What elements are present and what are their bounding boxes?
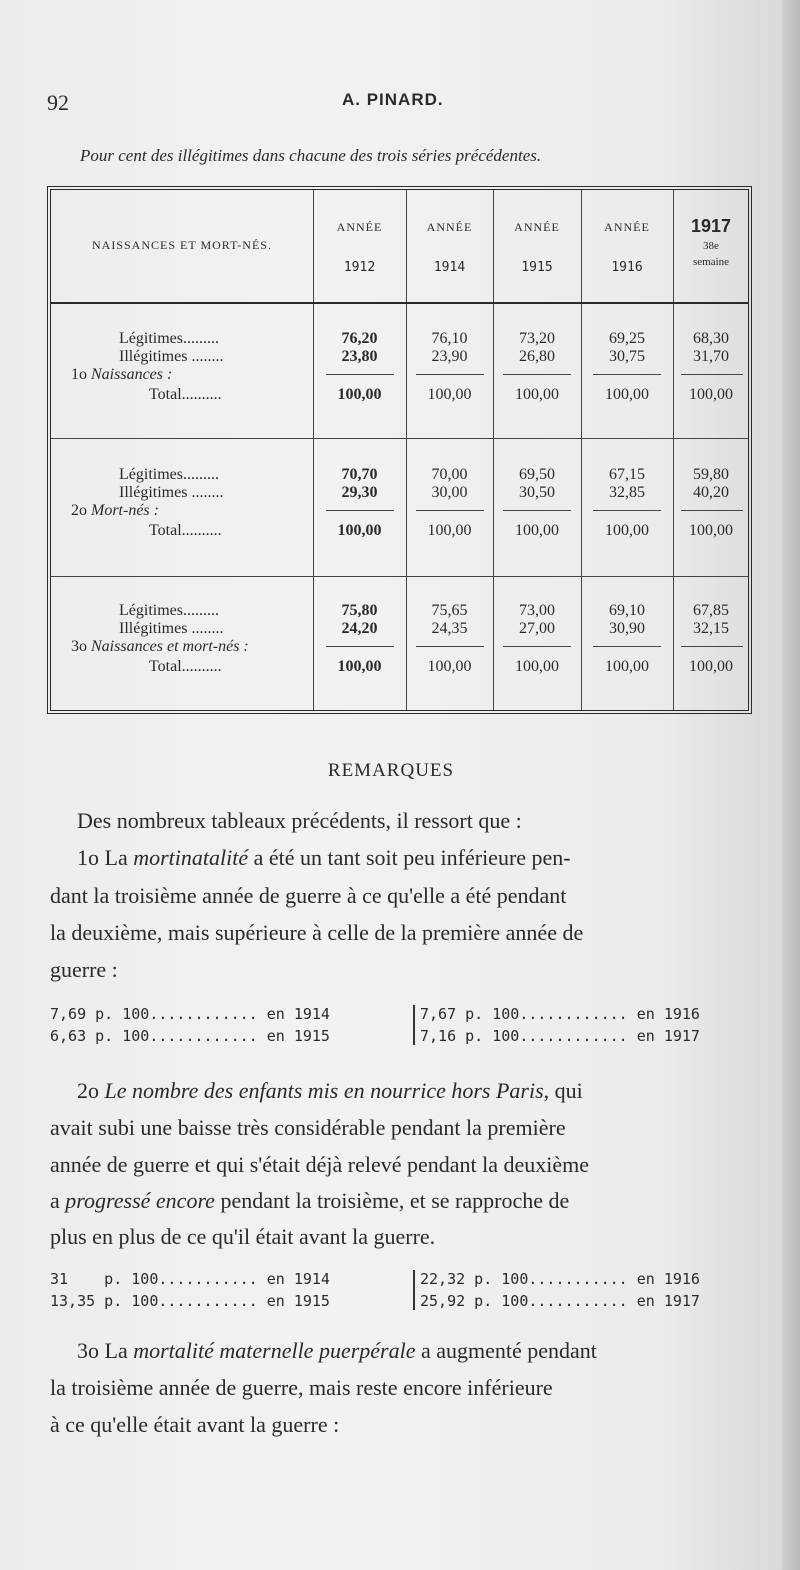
table-cell: 30,00: [431, 484, 468, 501]
sum-rule: [503, 646, 571, 647]
paragraph-line: 1o La mortinatalité a été un tant soit peu inférieure pen-: [77, 845, 571, 870]
paragraph-line: guerre :: [50, 957, 118, 982]
table-cell: 100,00: [515, 658, 559, 675]
year-header: 1914: [433, 260, 466, 275]
sum-rule: [681, 374, 743, 375]
table-cell: 67,15: [609, 466, 645, 483]
section-rule: [51, 576, 748, 577]
paragraph-line: année de guerre et qui s'était déjà relevé pendant la deuxième: [50, 1152, 590, 1177]
paragraph-line: avait subi une baisse très considérable pendant la première: [50, 1115, 566, 1140]
page-edge: [782, 0, 800, 1570]
table-cell: 100,00: [427, 386, 472, 403]
table-cell: 70,00: [431, 466, 468, 483]
table-cell: 100,00: [689, 522, 733, 539]
remarks-title: REMARQUES: [327, 760, 455, 781]
table-cell: 76,10: [431, 330, 468, 347]
table-caption: Pour cent des illégitimes dans chacune des trois séries précédentes.: [80, 146, 542, 165]
paragraph-line: la deuxième, mais supérieure à celle de la première année de: [50, 920, 584, 945]
table-cell: 26,80: [519, 348, 555, 365]
page-number: 92: [47, 90, 69, 115]
week-label: semaine: [692, 256, 730, 268]
table-cell: 32,15: [693, 620, 729, 637]
row-label: Total..........: [149, 522, 222, 539]
table-cell: 100,00: [689, 386, 733, 403]
table-cell: 24,35: [431, 620, 468, 637]
sum-rule: [326, 646, 394, 647]
table-cell: 30,90: [609, 620, 645, 637]
stat-separator: [413, 1005, 415, 1045]
table-cell: 68,30: [693, 330, 729, 347]
table-cell: 59,80: [693, 466, 729, 483]
table-cell: 29,30: [341, 484, 378, 501]
year-header: 1915: [521, 260, 553, 275]
table-cell: 100,00: [427, 658, 472, 675]
table-cell: 100,00: [605, 386, 649, 403]
sum-rule: [593, 510, 661, 511]
sum-rule: [681, 646, 743, 647]
paragraph-line: dant la troisième année de guerre à ce qu'elle a été pendant: [50, 883, 567, 908]
year-header: 1912: [343, 260, 376, 275]
paragraph-line: plus en plus de ce qu'il était avant la guerre.: [50, 1224, 436, 1249]
section-rule: [51, 438, 748, 439]
table-cell: 100,00: [515, 386, 559, 403]
sum-rule: [326, 510, 394, 511]
sum-rule: [416, 374, 484, 375]
section-title: 1o Naissances :: [71, 366, 173, 383]
table-cell: 100,00: [427, 522, 472, 539]
header-rule: [51, 302, 748, 304]
stat-line: 22,32 p. 100........... en 1916: [420, 1270, 700, 1288]
table-cell: 73,00: [519, 602, 555, 619]
table-cell: 23,90: [431, 348, 468, 365]
table-cell: 100,00: [337, 522, 382, 539]
table-cell: 27,00: [519, 620, 555, 637]
table-cell: 24,20: [341, 620, 378, 637]
sum-rule: [416, 510, 484, 511]
table-cell: 31,70: [693, 348, 729, 365]
row-label: Légitimes.........: [119, 466, 219, 483]
sum-rule: [326, 374, 394, 375]
paragraph-line: à ce qu'elle était avant la guerre :: [50, 1412, 340, 1437]
row-label: Illégitimes ........: [119, 348, 224, 365]
running-head: A. PINARD.: [342, 90, 444, 109]
table-cell: 70,70: [341, 466, 378, 483]
year-header-1917: 1917: [690, 216, 732, 236]
stat-line: 7,69 p. 100............ en 1914: [50, 1005, 330, 1023]
section-title: 3o Naissances et mort-nés :: [71, 638, 249, 655]
table-cell: 100,00: [689, 658, 733, 675]
row-label: Légitimes.........: [119, 330, 219, 347]
intro-paragraph: Des nombreux tableaux précédents, il ressort que :: [77, 808, 522, 833]
stat-line: 7,16 p. 100............ en 1917: [420, 1027, 700, 1045]
col-label: ANNÉE: [604, 220, 650, 234]
table-cell: 69,25: [609, 330, 645, 347]
sum-rule: [593, 374, 661, 375]
week-number: 38e: [703, 240, 719, 252]
paragraph-line: la troisième année de guerre, mais reste encore inférieure: [50, 1375, 553, 1400]
row-label: Total..........: [149, 386, 222, 403]
stat-line: 31 p. 100........... en 1914: [50, 1270, 330, 1288]
row-label: Illégitimes ........: [119, 620, 224, 637]
sum-rule: [681, 510, 743, 511]
sum-rule: [416, 646, 484, 647]
sum-rule: [593, 646, 661, 647]
col-label: ANNÉE: [514, 220, 560, 234]
table-cell: 30,50: [519, 484, 555, 501]
table-cell: 100,00: [515, 522, 559, 539]
row-label: Total..........: [149, 658, 222, 675]
stat-line: 25,92 p. 100........... en 1917: [420, 1292, 700, 1310]
section-title: 2o Mort-nés :: [71, 502, 159, 519]
table-cell: 100,00: [337, 658, 382, 675]
row-label: Légitimes.........: [119, 602, 219, 619]
table-cell: 23,80: [341, 348, 378, 365]
row-label: Illégitimes ........: [119, 484, 224, 501]
table-cell: 30,75: [609, 348, 645, 365]
sum-rule: [503, 510, 571, 511]
sum-rule: [503, 374, 571, 375]
table-cell: 100,00: [605, 658, 649, 675]
table-cell: 75,80: [341, 602, 378, 619]
row-header: NAISSANCES ET MORT-NÉS.: [92, 238, 272, 252]
paragraph-line: 3o La mortalité maternelle puerpérale a augmenté pendant: [77, 1338, 597, 1363]
stat-separator: [413, 1270, 415, 1310]
table-cell: 40,20: [693, 484, 729, 501]
col-label: ANNÉE: [426, 220, 473, 234]
table-cell: 75,65: [431, 602, 468, 619]
table-cell: 76,20: [341, 330, 378, 347]
paragraph-line: a progressé encore pendant la troisième, et se rapproche de: [50, 1188, 570, 1213]
table-cell: 67,85: [693, 602, 729, 619]
table-cell: 32,85: [609, 484, 645, 501]
stat-line: 7,67 p. 100............ en 1916: [420, 1005, 700, 1023]
table-cell: 69,10: [609, 602, 645, 619]
table-cell: 73,20: [519, 330, 555, 347]
stat-line: 13,35 p. 100........... en 1915: [50, 1292, 330, 1310]
col-label: ANNÉE: [336, 220, 383, 234]
table-cell: 100,00: [605, 522, 649, 539]
year-header: 1916: [611, 260, 643, 275]
page-header: [0, 88, 782, 118]
statistics-table: [47, 186, 752, 714]
stat-line: 6,63 p. 100............ en 1915: [50, 1027, 330, 1045]
paragraph-line: 2o Le nombre des enfants mis en nourrice hors Paris, qui: [77, 1078, 583, 1103]
table-cell: 100,00: [337, 386, 382, 403]
table-cell: 69,50: [519, 466, 555, 483]
